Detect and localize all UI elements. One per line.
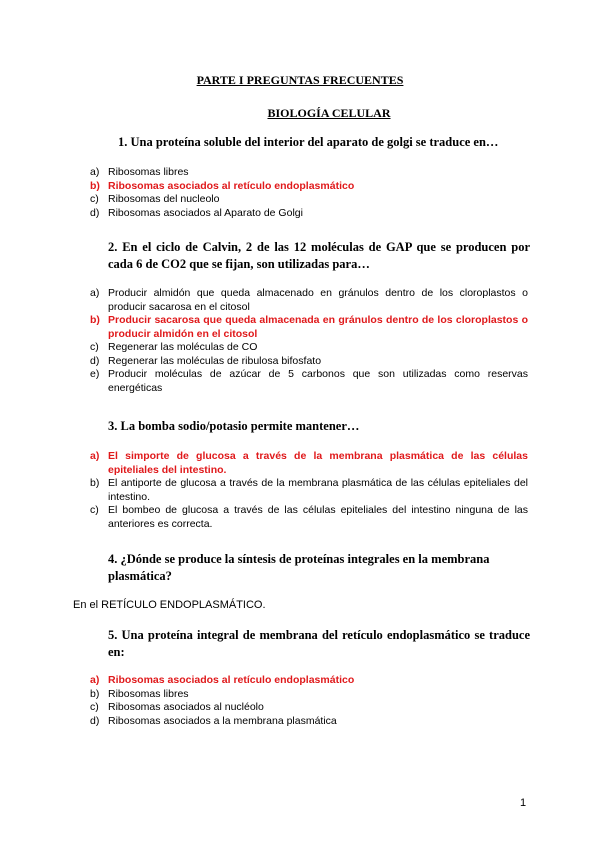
option-q5-d: d) Ribosomas asociados a la membrana plasmática xyxy=(90,714,337,727)
question-5: 5. Una proteína integral de membrana del retículo endoplasmático se traduce en: xyxy=(108,628,530,659)
option-q2-a: a) Producir almidón que queda almacenado en gránulos dentro de los cloroplastos o producir sacarosa en el citosol xyxy=(90,287,528,313)
options-q3 xyxy=(90,450,528,531)
option-q1-d: d) Ribosomas asociados al Aparato de Golgi xyxy=(90,206,303,219)
options-q5 xyxy=(90,674,528,728)
option-q3-a-correct: a) El simporte de glucosa a través de la membrana plasmática de las células epiteliales del intestino. xyxy=(90,450,528,476)
option-q1-a: a) Ribosomas libres xyxy=(90,166,189,178)
page-subtitle: BIOLOGÍA CELULAR xyxy=(267,106,391,120)
option-q5-a-correct: a) Ribosomas asociados al retículo endoplasmático xyxy=(90,674,355,686)
option-q2-e: e) Producir moléculas de azúcar de 5 carbonos que son utilizadas como reservas energéticas xyxy=(90,368,528,394)
option-q3-c: c) El bombeo de glucosa a través de las células epiteliales del intestino ninguna de las anteriores es correcta. xyxy=(90,504,528,530)
option-q5-c: c) Ribosomas asociados al nucléolo xyxy=(90,701,264,713)
question-4: 4. ¿Dónde se produce la síntesis de proteínas integrales en la membrana plasmática? xyxy=(108,552,490,583)
option-q2-d: d) Regenerar las moléculas de ribulosa bifosfato xyxy=(90,354,322,367)
question-3: 3. La bomba sodio/potasio permite mantener… xyxy=(108,419,360,433)
option-q1-b-correct: b) Ribosomas asociados al retículo endoplasmático xyxy=(90,179,355,192)
question-2: 2. En el ciclo de Calvin, 2 de las 12 moléculas de GAP que se producen por cada 6 de CO2 que se fijan, son utilizadas para… xyxy=(108,240,530,271)
option-q2-c: c) Regenerar las moléculas de CO xyxy=(90,341,258,353)
options-q2 xyxy=(90,287,528,395)
question-1: 1. Una proteína soluble del interior del aparato de golgi se traduce en… xyxy=(118,135,499,149)
options-q1 xyxy=(90,166,530,220)
option-q5-b: b) Ribosomas libres xyxy=(90,687,189,700)
answer-q4: En el RETÍCULO ENDOPLASMÁTICO. xyxy=(73,599,266,611)
option-q1-c: c) Ribosomas del nucleolo xyxy=(90,193,220,205)
page-number: 1 xyxy=(520,797,527,809)
option-q2-b-correct: b) Producir sacarosa que queda almacenada en gránulos dentro de los cloroplastos o producir almidón en el citosol xyxy=(90,314,528,340)
page-title: PARTE I PREGUNTAS FRECUENTES xyxy=(196,73,404,87)
option-q3-b: b) El antiporte de glucosa a través de la membrana plasmática de las células epiteliales del intestino. xyxy=(90,477,528,503)
